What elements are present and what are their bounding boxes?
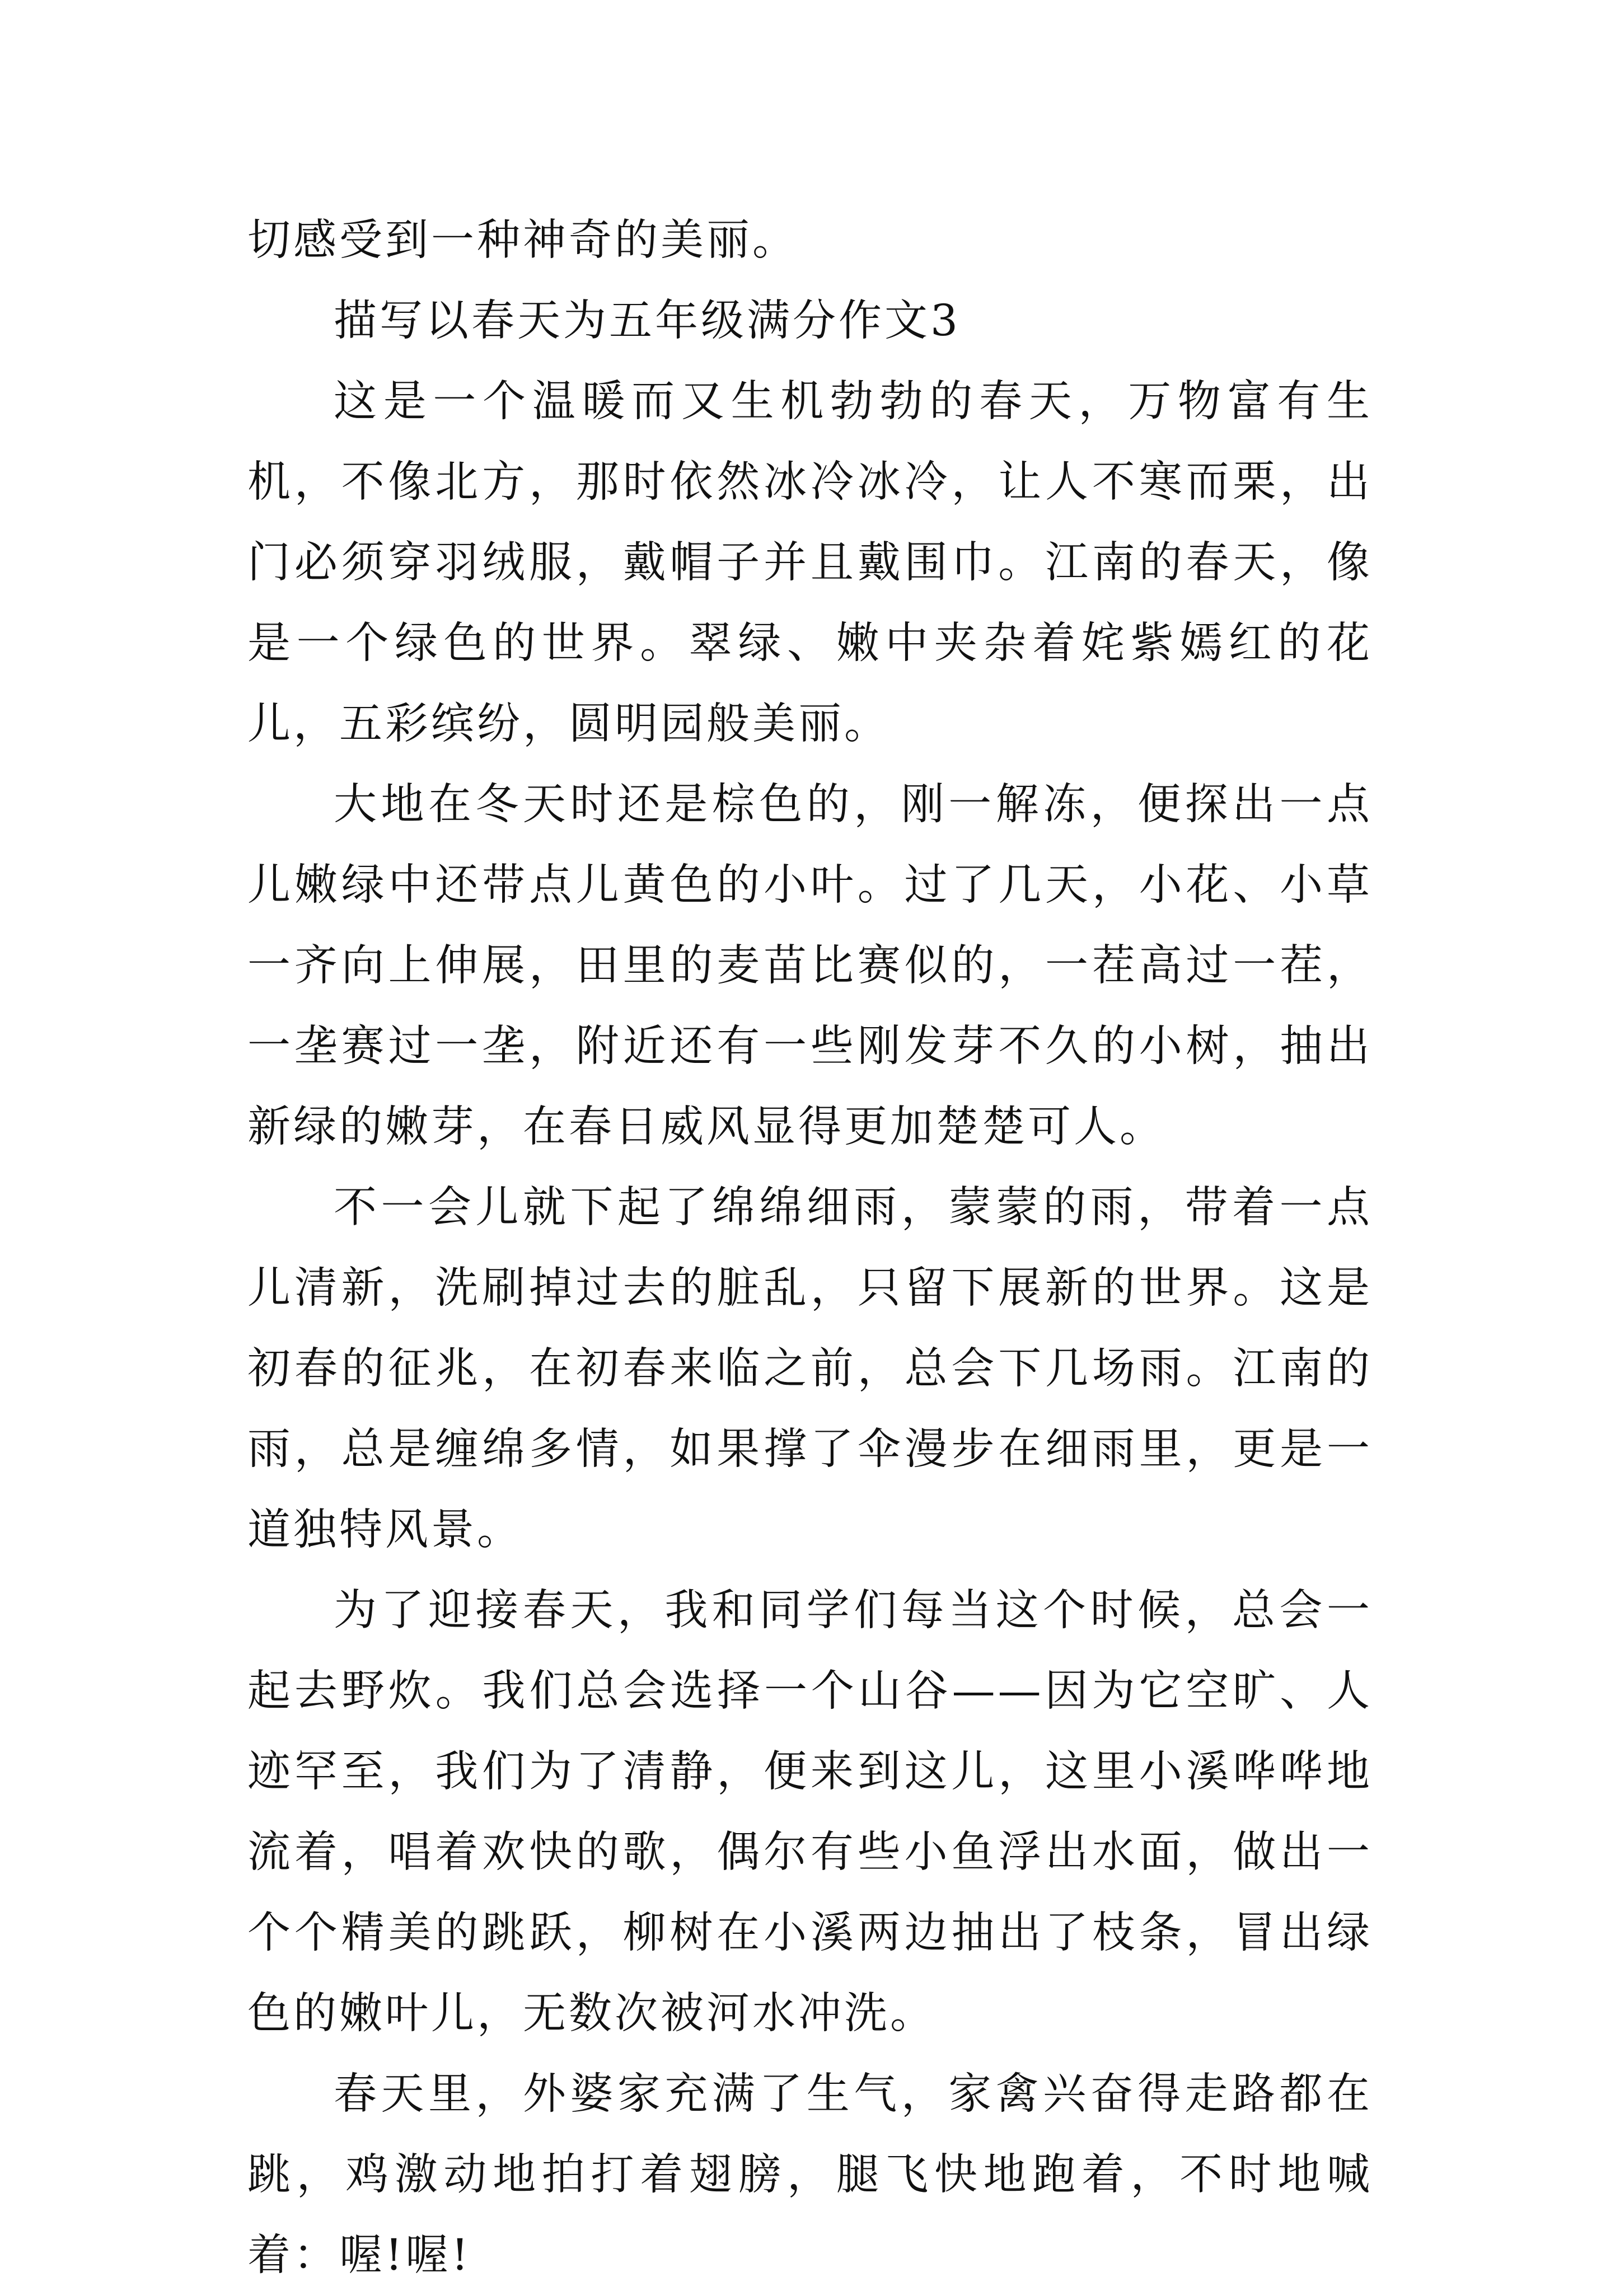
paragraph-earth-thaw: 大地在冬天时还是棕色的，刚一解冻，便探出一点儿嫩绿中还带点儿黄色的小叶。过了几天，小花、小草一齐向上伸展，田里的麦苗比赛似的，一茬高过一茬，一垄赛过一垄，附近还有一些刚发芽不久的小树，抽出新绿的嫩芽，在春日威风显得更加楚楚可人。 (247, 780, 1373, 1152)
document-body (247, 200, 1373, 2296)
paragraph-spring-intro: 这是一个温暖而又生机勃勃的春天，万物富有生机，不像北方，那时依然冰冷冰冷，让人不寒而栗，出门必须穿羽绒服，戴帽子并且戴围巾。江南的春天，像是一个绿色的世界。翠绿、嫩中夹杂着姹紫嫣红的花儿，五彩缤纷，圆明园般美丽。 (247, 377, 1373, 749)
paragraph-continuation: 切感受到一种神奇的美丽。 (247, 215, 798, 265)
paragraph-picnic: 为了迎接春天，我和同学们每当这个时候，总会一起去野炊。我们总会选择一个山谷——因为它空旷、人迹罕至，我们为了清静，便来到这儿，这里小溪哗哗地流着，唱着欢快的歌，偶尔有些小鱼浮出水面，做出一个个精美的跳跃，柳树在小溪两边抽出了枝条，冒出绿色的嫩叶儿，无数次被河水冲洗。 (247, 1586, 1373, 2039)
paragraph-spring-rain: 不一会儿就下起了绵绵细雨，蒙蒙的雨，带着一点儿清新，洗刷掉过去的脏乱，只留下展新的世界。这是初春的征兆，在初春来临之前，总会下几场雨。江南的雨，总是缠绵多情，如果撑了伞漫步在细雨里，更是一道独特风景。 (247, 1183, 1373, 1555)
essay-heading: 描写以春天为五年级满分作文3 (334, 296, 961, 346)
paragraph-grandma-house: 春天里，外婆家充满了生气，家禽兴奋得走路都在跳，鸡激动地拍打着翅膀，腿飞快地跑着，不时地喊着：喔!喔! (247, 2069, 1373, 2280)
